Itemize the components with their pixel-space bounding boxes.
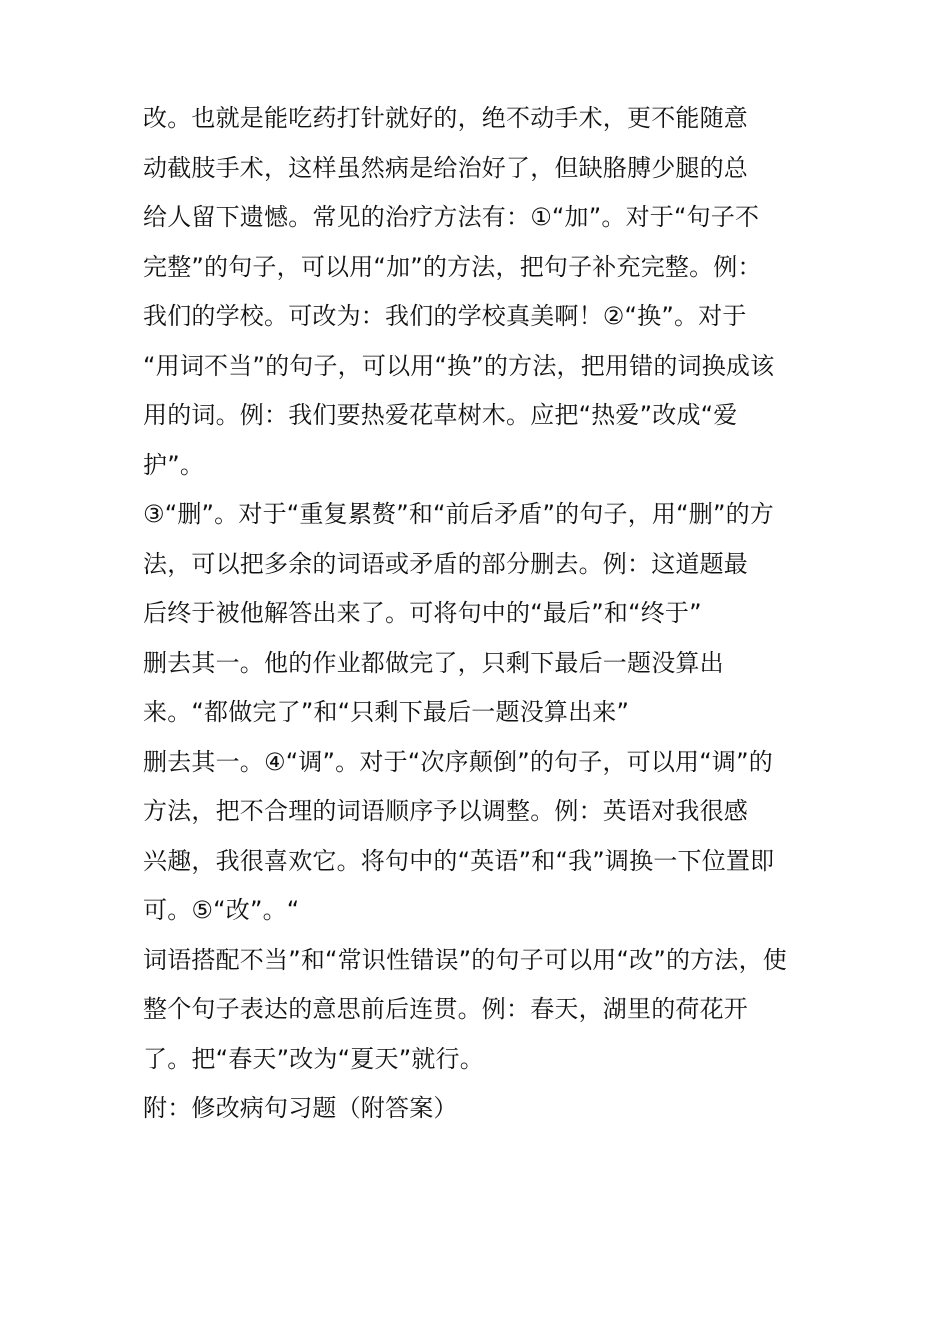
text-line-12: 删去其一。他的作业都做完了，只剩下最后一题没算出: [143, 648, 724, 677]
text-line-4: 完整”的句子，可以用“加”的方法，把句子补充完整。例：: [143, 252, 762, 281]
text-line-1: 改。也就是能吃药打针就好的，绝不动手术，更不能随意: [143, 104, 748, 132]
text-line-6: “用词不当”的句子，可以用“换”的方法，把用错的词换成该: [143, 351, 775, 380]
text-line-17: 可。⑤“改”。“: [143, 896, 300, 924]
text-line-20: 了。把“春天”改为“夏天”就行。: [143, 1044, 484, 1073]
text-line-7: 用的词。例：我们要热爱花草树木。应把“热爱”改成“爱: [143, 401, 738, 429]
text-line-2: 动截肢手术，这样虽然病是给治好了，但缺胳膊少腿的总: [143, 153, 748, 182]
text-line-15: 方法，把不合理的词语顺序予以调整。例：英语对我很感: [143, 797, 748, 825]
text-line-3: 给人留下遗憾。常见的治疗方法有：①“加”。对于“句子不: [143, 203, 760, 231]
text-line-10: 法，可以把多余的词语或矛盾的部分删去。例：这道题最: [143, 549, 748, 578]
text-line-19: 整个句子表达的意思前后连贯。例：春天，湖里的荷花开: [143, 995, 748, 1023]
body-text: [143, 94, 823, 1134]
text-line-5: 我们的学校。可改为：我们的学校真美啊！②“换”。对于: [143, 302, 747, 330]
text-line-9: ③“删”。对于“重复累赘”和“前后矛盾”的句子，用“删”的方: [143, 500, 774, 528]
text-line-11: 后终于被他解答出来了。可将句中的“最后”和“终于”: [143, 599, 702, 627]
text-line-14: 删去其一。④“调”。对于“次序颠倒”的句子，可以用“调”的: [143, 747, 773, 776]
text-line-13: 来。“都做完了”和“只剩下最后一题没算出来”: [143, 698, 630, 726]
text-line-16: 兴趣，我很喜欢它。将句中的“英语”和“我”调换一下位置即: [143, 846, 775, 875]
appendix-heading: 附：修改病句习题（附答案）: [143, 1094, 458, 1122]
text-line-8: 护”。: [143, 450, 205, 479]
text-line-18: 词语搭配不当”和“常识性错误”的句子可以用“改”的方法，使: [143, 945, 787, 974]
